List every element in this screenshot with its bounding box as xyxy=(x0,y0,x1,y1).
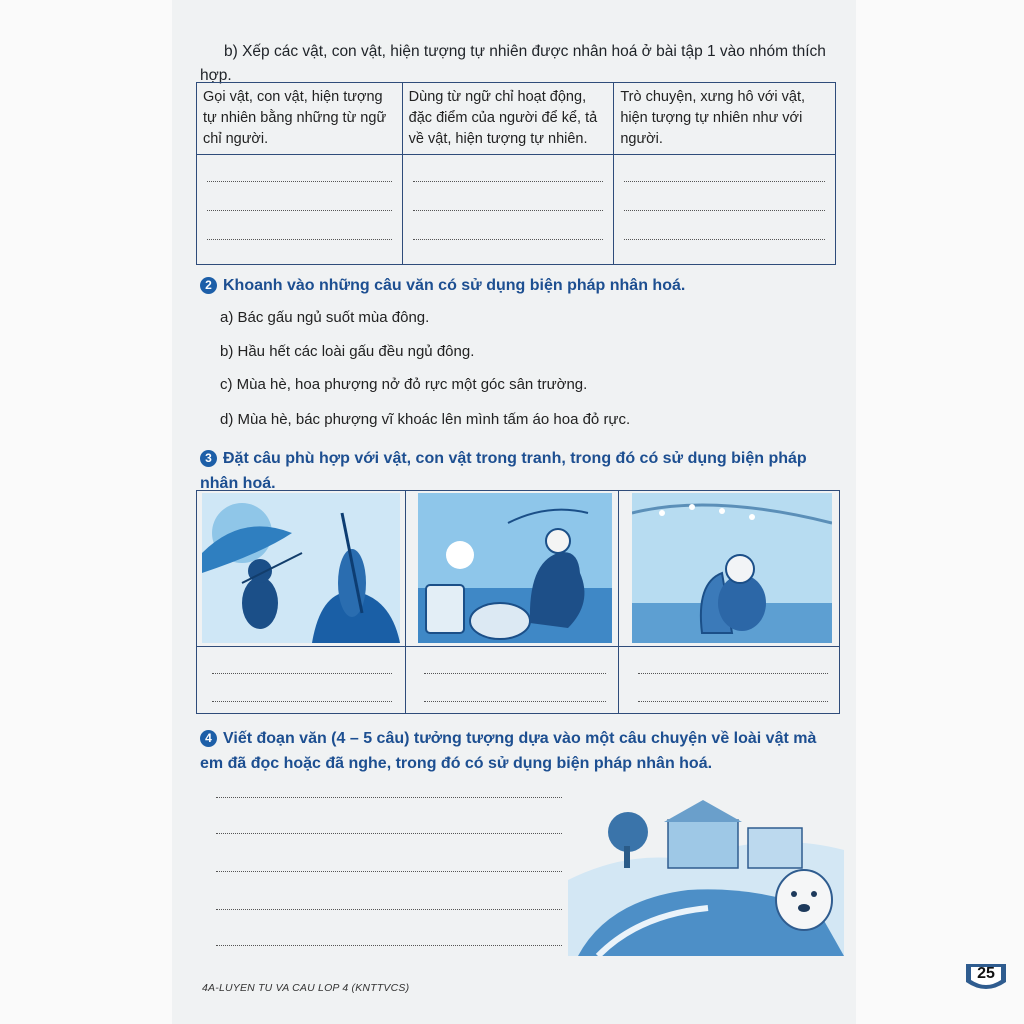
exercise-3-title: Đặt câu phù hợp với vật, con vật trong tranh, trong đó có sử dụng biện pháp nhân hoá. xyxy=(200,450,807,492)
exercise-2-title: Khoanh vào những câu văn có sử dụng biện pháp nhân hoá. xyxy=(223,277,686,294)
writing-line[interactable] xyxy=(216,944,562,946)
picture-rooster-drum xyxy=(418,493,612,643)
book-code: 4A-LUYEN TU VA CAU LOP 4 (KNTTVCS) xyxy=(202,982,410,994)
exercise-1b-instruction: b) Xếp các vật, con vật, hiện tượng tự nhiên được nhân hoá ở bài tập 1 vào nhóm thích hợp. xyxy=(200,43,826,84)
picture-bird-harp xyxy=(632,493,832,643)
table-divider xyxy=(618,490,619,713)
option-c[interactable]: c) Mùa hè, hoa phượng nở đỏ rực một góc sân trường. xyxy=(220,376,588,393)
workbook-page xyxy=(172,0,995,1024)
exercise-4-number: 4 xyxy=(200,730,217,747)
answer-line[interactable] xyxy=(212,672,392,674)
answer-line[interactable] xyxy=(212,700,392,702)
answer-cell-3[interactable] xyxy=(614,155,836,265)
writing-line[interactable] xyxy=(216,908,562,910)
table-divider xyxy=(196,646,839,647)
answer-cell-2[interactable] xyxy=(402,155,614,265)
option-d[interactable]: d) Mùa hè, bác phượng vĩ khoác lên mình tấm áo hoa đỏ rực. xyxy=(220,411,631,428)
exercise-3-heading xyxy=(200,446,840,496)
option-b[interactable]: b) Hầu hết các loài gấu đều ngủ đông. xyxy=(220,343,475,360)
writing-line[interactable] xyxy=(216,832,562,834)
answer-line[interactable] xyxy=(424,672,606,674)
exercise-2-heading xyxy=(200,273,830,298)
option-a[interactable]: a) Bác gấu ngủ suốt mùa đông. xyxy=(220,309,430,326)
column-header-3: Trò chuyện, xưng hô với vật, hiện tượng tự nhiên như với người. xyxy=(614,83,836,155)
picture-cricket-violin xyxy=(202,493,400,643)
exercise-4-title: Viết đoạn văn (4 – 5 câu) tưởng tượng dựa vào một câu chuyện về loài vật mà em đã đọc hoặc đã nghe, trong đó có sử dụng biện pháp nhân hoá. xyxy=(200,730,817,772)
background-right xyxy=(856,0,1024,1024)
column-header-1: Gọi vật, con vật, hiện tượng tự nhiên bằng những từ ngữ chỉ người. xyxy=(197,83,403,155)
page-number: 25 xyxy=(977,965,995,982)
answer-cell-1[interactable] xyxy=(197,155,403,265)
writing-line[interactable] xyxy=(216,870,562,872)
exercise-4-heading xyxy=(200,726,840,776)
background-left xyxy=(0,0,172,1024)
exercise-3-number: 3 xyxy=(200,450,217,467)
table-divider xyxy=(405,490,406,713)
illustration-village-dog xyxy=(568,790,844,956)
answer-line[interactable] xyxy=(638,700,828,702)
column-header-2: Dùng từ ngữ chỉ hoạt động, đặc điểm của người để kể, tả về vật, hiện tượng tự nhiên. xyxy=(402,83,614,155)
classification-table xyxy=(196,82,836,265)
answer-line[interactable] xyxy=(424,700,606,702)
writing-line[interactable] xyxy=(216,796,562,798)
page-number-badge xyxy=(962,960,1010,994)
exercise-2-number: 2 xyxy=(200,277,217,294)
answer-line[interactable] xyxy=(638,672,828,674)
